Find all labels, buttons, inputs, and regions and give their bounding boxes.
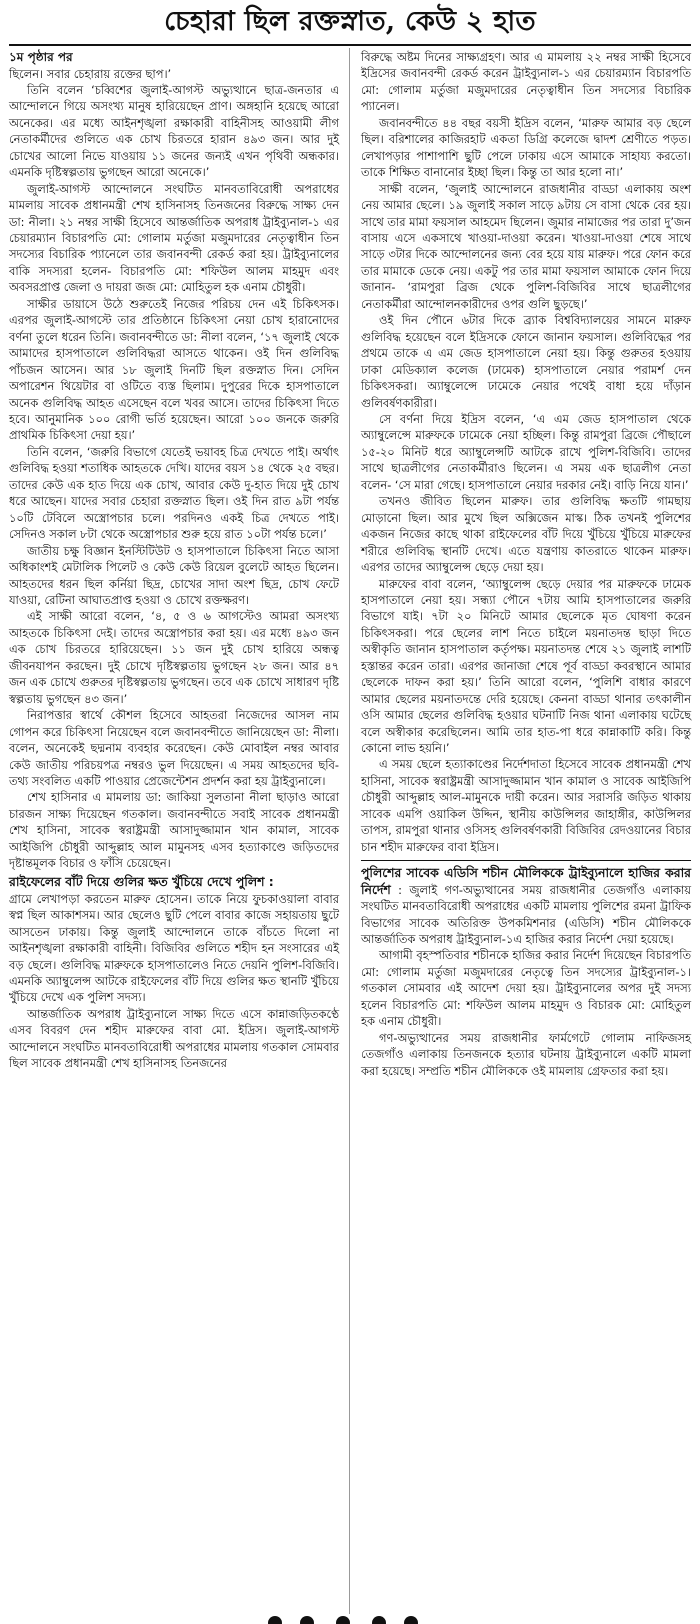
glyph-fragment (268, 1616, 282, 1624)
paragraph: সে বর্ণনা দিয়ে ইদ্রিস বলেন, ‘এ এম জেড হাসপাতাল থেকে অ্যাম্বুলেন্সে মারুফকে ঢামেকে নেয়া হচ্ছিল। কিন্তু রামপুরা ব্রিজে পৌছালে ১৫-২০ মিনিট ধরে অ্যাম্বুলেন্সটি আটকে রাখে পুলিশ-বিজিবি। তাদের সাথে ছাত্রলীগের নেতাকর্মীরাও ছিলেন। এ সময় এক ছাত্রলীগ নেতা বলেন- ‘সে মারা গেছে। হাসপাতালে নেয়ার দরকার নেই। বাড়ি নিয়ে যান।’ (361, 411, 691, 492)
paragraph: ওই দিন পৌনে ৬টার দিকে ব্র্যাক বিশ্ববিদ্যালয়ের সামনে মারুফ গুলিবিদ্ধ হয়েছেন বলে ইদ্রিসকে ফোনে জানান ফয়সাল। গুলিবিদ্ধের পর প্রথমে তাকে এ এম জেড হাসপাতালে নেয়া হয়। কিন্তু গুরুতর হওয়ায় ঢাকা মেডিক্যাল কলেজ (ঢামেক) হাসপাতালে নেয়ার পরামর্শ দেন চিকিৎসকরা। অ্যাম্বুলেন্সে ঢামেকে নেয়ার পথেই বাধা হয়ে দাঁড়ান গুলিবর্ষণকারীরা। (361, 313, 691, 410)
newspaper-page (0, 2, 700, 1624)
paragraph: মারুফের বাবা বলেন, ‘অ্যাম্বুলেন্স ছেড়ে দেয়ার পর মারুফকে ঢামেক হাসপাতালে নেয়া হয়। সন্ধ্যা পৌনে ৭টায় আমি হাসপাতালের জরুরি বিভাগে যাই। ৭টা ২০ মিনিটে আমার ছেলেকে মৃত ঘোষণা করেন চিকিৎসকরা। পরে ছেলের লাশ নিতে চাইলে ময়নাতদন্ত ছাড়া দিতে অস্বীকৃতি জানান হাসপাতাল কর্তৃপক্ষ। ময়নাতদন্ত শেষে ২১ জুলাই লাশটি হস্তান্তর করেন তারা। এরপর জানাজা শেষে পূর্ব বাড্ডা কবরস্থানে আমার ছেলেকে দাফন করা হয়।’ তিনি আরো বলেন, ‘পুলিশি বাধার কারণে আমার ছেলের ময়নাতদন্তে দেরি হয়েছে। কেননা বাড্ডা থানার তৎকালীন ওসি আমার ছেলের গুলিবিদ্ধ হওয়ার ঘটনাটি নিজ থানা এলাকায় ঘটেছে বলে অস্বীকার করেছিলেন। আমি তার হাত-পা ধরে কান্নাকাটি করি। কিন্তু কোনো লাভ হয়নি।’ (361, 576, 691, 756)
glyph-fragment (404, 1616, 418, 1624)
subheading-text: রাইফেলের বাঁট দিয়ে গুলির ক্ষত খুঁচিয়ে দেখে পুলিশ (9, 873, 265, 889)
paragraph: শেখ হাসিনার এ মামলায় ডা: জাকিয়া সুলতানা নীলা ছাড়াও আরো চারজন সাক্ষ্য দিয়েছেন গতকাল। জবানবন্দীতে সবাই সাবেক প্রধানমন্ত্রী শেখ হাসিনা, সাবেক স্বরাষ্ট্রমন্ত্রী আসাদুজ্জামান খান কামাল, সাবেক আইজিপি চৌধুরী আব্দুল্লাহ আল মামুনসহ এসব হত্যাকাণ্ডে জড়িতদের দৃষ্টান্তমূলক বিচার ও ফাঁসি চেয়েছেন। (9, 790, 339, 871)
paragraph: জুলাই-আগস্ট আন্দোলনে সংঘটিত মানবতাবিরোধী অপরাধের মামলায় সাবেক প্রধানমন্ত্রী শেখ হাসিনাসহ তিনজনের বিরুদ্ধে সাক্ষ্য দেন ডা: নীলা। ২১ নম্বর সাক্ষী হিসেবে আন্তর্জাতিক অপরাধ ট্রাইব্যুনাল-১ এর চেয়ারম্যান বিচারপতি মো: গোলাম মর্তুজা মজুমদারের নেতৃত্বাধীন তিন সদস্যের বিচারিক প্যানেলে তার জবানবন্দী রেকর্ড করা হয়। ট্রাইব্যুনালের বাকি সদস্যরা হলেন- বিচারপতি মো: শফিউল আলম মাহমুদ এবং অবসরপ্রাপ্ত জেলা ও দায়রা জজ মো: মোহিতুল হক এনাম চৌধুরী। (9, 181, 339, 295)
paragraph: এই সাক্ষী আরো বলেন, ‘৪, ৫ ও ৬ আগস্টেও আমরা অসংখ্য আহতকে চিকিৎসা দেই। তাদের অস্ত্রোপচার করা হয়। এর মধ্যে ৪৯৩ জন এক চোখ চিরতরে হারিয়েছেন। ১১ জন দুই চোখ হারিয়ে অন্ধত্ব জীবনযাপন করছেন। দুই চোখে দৃষ্টিস্বল্পতায় ভুগছেন ২৮ জন। আর ৪৭ জন এক চোখে গুরুতর দৃষ্টিস্বল্পতায় ভুগছেন। তবে এক চোখে সাধারণ দৃষ্টি স্বল্পতায় ভুগছেন ৪৩ জন।’ (9, 609, 339, 706)
subheading-paragraph (361, 865, 691, 947)
subheading-body: : জুলাই গণ-অভ্যুত্থানের সময় রাজধানীর তেজগাঁও এলাকায় সংঘটিত মানবতাবিরোধী অপরাধের একটি মামলায় পুলিশের রমনা ট্রাফিক বিভাগের সাবেক অতিরিক্ত উপকমিশনার (এডিসি) শচীন মৌলিককে আন্তর্জাতিক অপরাধ ট্রাইব্যুনাল-১এ হাজির করার নির্দেশ দেয়া হয়েছে। (361, 882, 691, 947)
paragraph: এ সময় ছেলে হত্যাকাণ্ডের নির্দেশদাতা হিসেবে সাবেক প্রধানমন্ত্রী শেখ হাসিনা, সাবেক স্বরাষ্ট্রমন্ত্রী আসাদুজ্জামান খান কামাল ও সাবেক আইজিপি চৌধুরী আব্দুল্লাহ আল-মামুনকে দায়ী করেন। আর সরাসরি জড়িত থাকায় সাবেক এমপি ওয়াকিল উদ্দিন, স্থানীয় কাউন্সিলর জাহাঙ্গীর, কাউন্সিলর তাপস, রামপুরা থানার ওসিসহ গুলিবর্ষণকারী বিজিবির রেদওয়ানের বিচার চান শহীদ মারুফের বাবা ইদ্রিস। (361, 757, 691, 854)
paragraph: আন্তর্জাতিক অপরাধ ট্রাইব্যুনালে সাক্ষ্য দিতে এসে কান্নাজড়িতকণ্ঠে এসব বিবরণ দেন শহীদ মারুফের বাবা মো. ইদ্রিস। জুলাই-আগস্ট আন্দোলনে সংঘটিত মানবতাবিরোধী অপরাধের মামলায় গতকাল সোমবার ছিল সাবেক প্রধানমন্ত্রী শেখ হাসিনাসহ তিনজনের (9, 1006, 339, 1071)
paragraph: তিনি বলেন ‘চব্বিশের জুলাই-আগস্ট অভ্যুত্থানে ছাত্র-জনতার এ আন্দোলনে গিয়ে অসংখ্য মানুষ হারিয়েছেন প্রাণ। অঙ্গহানি হয়েছে আরো অনেকের। এর মধ্যে আইনশৃঙ্খলা রক্ষাকারী বাহিনীসহ আওয়ামী লীগ নেতাকর্মীদের গুলিতে এক চোখ চিরতরে হারান ৪৯৩ জন। আর দুই চোখের আলো নিভে যাওয়ায় ১১ জনের জন্যই এখন পৃথিবী অন্ধকার। এমনকি দৃষ্টিস্বল্পতায় ভুগছেন আরো অনেকে।’ (9, 82, 339, 180)
paragraph: তিনি বলেন, ‘জরুরি বিভাগে যেতেই ভয়াবহ চিত্র দেখতে পাই। অর্থাৎ গুলিবিদ্ধ হওয়া শতাধিক আহতকে দেখি। যাদের বয়স ১৪ থেকে ২৫ বছর। তাদের কেউ এক হাত দিয়ে এক চোখ, আবার কেউ দু-হাত দিয়ে দুই চোখ ধরে আছেন। যাদের সবার চেহারা রক্তস্নাত ছিল। ওই দিন রাত ৯টা পর্যন্ত ১০টি টেবিলে অস্ত্রোপচার চলে। পরদিনও একই চিত্র দেখতে পাই। সেদিনও সকাল ৮টা থেকে অস্ত্রোপচার শুরু হয়ে রাত ১০টা পর্যন্ত চলে।’ (9, 444, 339, 542)
continuation-kicker: ১ম পৃষ্ঠার পর (9, 50, 73, 64)
next-headline-fragment (0, 1614, 700, 1624)
paragraph: তখনও জীবিত ছিলেন মারুফ। তার গুলিবিদ্ধ ক্ষতটি গামছায় মোড়ানো ছিল। আর মুখে ছিল অক্সিজেন মাস্ক। ঠিক তখনই পুলিশের একজন নিজের কাছে থাকা রাইফেলের বাঁট দিয়ে খুঁচিয়ে খুঁচিয়ে মারুফের শরীরে গুলিবিদ্ধ স্থানটি দেখে। এতে যন্ত্রণায় কাতরাতে থাকেন মারুফ। এরপর তাদের অ্যাম্বুলেন্স ছেড়ে দেয়া হয়। (361, 494, 691, 575)
column-divider (349, 48, 350, 1614)
paragraph: আগামী বৃহস্পতিবার শচীনকে হাজির করার নির্দেশ দিয়েছেন বিচারপতি মো: গোলাম মর্তুজা মজুমদারের নেতৃত্বে তিন সদস্যের ট্রাইব্যুনাল-১। গতকাল সোমবার এই আদেশ দেয়া হয়। ট্রাইব্যুনালের অপর দুই সদস্য হলেন বিচারপতি মো: শফিউল আলম মাহমুদ ও বিচারক মো: মোহিতুল হক এনাম চৌধুরী। (361, 948, 691, 1029)
paragraph: সাক্ষীর ডায়াসে উঠে শুরুতেই নিজের পরিচয় দেন এই চিকিৎসক। এরপর জুলাই-আগস্টে তার প্রতিষ্ঠানে চিকিৎসা নেয়া চোখ হারানোদের বর্ণনা তুলে ধরেন তিনি। জবানবন্দীতে ডা: নীলা বলেন, ‘১৭ জুলাই থেকে আমাদের হাসপাতালে গুলিবিদ্ধরা আসতে থাকেন। ওই দিন গুলিবিদ্ধ পাঁচজন আসেন। আর ১৮ জুলাই দিনটি ছিল রক্তস্নাত দিন। সেদিন অপারেশন থিয়েটার বা ওটিতে ব্যস্ত ছিলাম। দুপুরের দিকে হাসপাতালে অনেক গুলিবিদ্ধ আহত এসেছেন বলে খবর আসে। তাদের চিকিৎসা দিতে হবে। আনুমানিক ১০০ রোগী ভর্তি হয়েছেন। আরো ১০০ জনকে জরুরি প্রাথমিক চিকিৎসা দেয়া হয়।’ (9, 296, 339, 443)
paragraph: নিরাপত্তার স্বার্থে কৌশল হিসেবে আহতরা নিজেদের আসল নাম গোপন করে চিকিৎসা নিয়েছেন বলে জবানবন্দীতে জানিয়েছেন ডা: নীলা। বলেন, অনেকেই ছদ্মনাম ব্যবহার করেছেন। কেউ মোবাইল নম্বর আবার কেউ জাতীয় পরিচয়পত্র নম্বরও ভুল দিয়েছেন। এ সময় আহতদের ছবি-তথ্য সংবলিত একটি পাওয়ার প্রেজেন্টেশন প্রদর্শন করা হয় ট্রাইব্যুনালে। (9, 708, 339, 788)
paragraph: ছিলেন। সবার চেহারায় রক্তের ছাপ।’ (9, 66, 172, 81)
right-column (361, 49, 691, 1079)
article-columns (9, 49, 691, 1079)
glyph-fragment (300, 1616, 314, 1624)
headline: চেহারা ছিল রক্তস্নাত, কেউ ২ হাত (164, 6, 536, 37)
subheading-block (361, 860, 691, 947)
headline-rule (9, 44, 691, 46)
glyph-fragment (372, 1616, 386, 1624)
subheading (9, 873, 339, 891)
subheading-lead: : (268, 873, 274, 889)
paragraph: বিরুদ্ধে অষ্টম দিনের সাক্ষ্যগ্রহণ। আর এ মামলায় ২২ নম্বর সাক্ষী হিসেবে ইদ্রিসের জবানবন্দী রেকর্ড করেন ট্রাইব্যুনাল-১ এর চেয়ারম্যান বিচারপতি মো: গোলাম মর্তুজা মজুমদারের নেতৃত্বাধীন তিন সদস্যের বিচারিক প্যানেল। (361, 50, 691, 114)
paragraph: গণ-অভ্যুত্থানের সময় রাজধানীর ফার্মগেটে গোলাম নাফিজসহ তেজগাঁও এলাকায় তিনজনকে হত্যার ঘটনায় ট্রাইব্যুনালে একটি মামলা করা হয়েছে। সম্প্রতি শচীন মৌলিককে ওই মামলায় গ্রেফতার করা হয়। (361, 1030, 691, 1078)
paragraph: জবানবন্দীতে ৪৪ বছর বয়সী ইদ্রিস বলেন, ‘মারুফ আমার বড় ছেলে ছিল। বরিশালের কাজিরহাট একতা ডিগ্রি কলেজে দ্বাদশ শ্রেণীতে পড়ত। লেখাপড়ার পাশাপাশি ছুটি পেলে ঢাকায় এসে আমাকে সাহায্য করতো। তাকে শিক্ষিত বানানোর ইচ্ছা ছিল। কিন্তু তা আর হলো না।’ (361, 115, 691, 180)
paragraph: জাতীয় চক্ষু বিজ্ঞান ইনস্টিটিউট ও হাসপাতালে চিকিৎসা নিতে আসা অধিকাংশই মেটালিক পিলেট ও কেউ কেউ রিয়েল বুলেটে আহত ছিলেন। আহতদের ধরন ছিল কর্নিয়া ছিদ্র, চোখের সাদা অংশ ছিদ্র, চোখ ফেটে যাওয়া, রেটিনা আঘাতপ্রাপ্ত হওয়া ও চোখে রক্তক্ষরণ। (9, 543, 339, 607)
glyph-fragment (336, 1616, 350, 1624)
paragraph: সাক্ষী বলেন, ‘জুলাই আন্দোলনে রাজধানীর বাড্ডা এলাকায় অংশ নেয় আমার ছেলে। ১৯ জুলাই সকাল সাড়ে ৯টায় সে বাসা থেকে বের হয়। সাথে তার মামা ফয়সাল আহমেদ ছিলেন। জুমার নামাজের পর তারা দু’জন বাসায় এসে একসাথে খাওয়া-দাওয়া করেন। খাওয়া-দাওয়া শেষে সাথে সাড়ে ৩টার দিকে আন্দোলনের জন্য বের হয়ে যায় মারুফ। পরে ফোন করে তার মামাকে ডেকে নেয়। একটু পর তার মামা ফয়সাল আমাকে ফোন দিয়ে জানান- ‘রামপুরা ব্রিজ থেকে পুলিশ-বিজিবির সাথে ছাত্রলীগের নেতাকর্মীরা আন্দোলনকারীদের ওপর গুলি ছুড়ছে।’ (361, 181, 691, 311)
subheading-text: পুলিশের সাবেক এডিসি শচীন মৌলিককে ট্রাইব্যুনালে হাজির করার নির্দেশ (361, 865, 691, 897)
left-column (9, 49, 339, 1079)
paragraph: গ্রামে লেখাপড়া করতেন মারুফ হোসেন। তাকে নিয়ে ফুচকাওয়ালা বাবার স্বপ্ন ছিল আকাশসম। আর ছেলেও ছুটি পেলে বাবার কাজে সহায়তায় ছুটে আসতেন ঢাকায়। কিন্তু জুলাই আন্দোলনে তাকে বাঁচতে দিলো না আইনশৃঙ্খলা রক্ষাকারী বাহিনী। বিজিবির গুলিতে শহীদ হন সংসারের এই বড় ছেলে। গুলিবিদ্ধ মারুফকে হাসপাতালেও নিতে দেয়নি পুলিশ-বিজিবি। এমনকি অ্যাম্বুলেন্স আটকে রাইফেলের বাঁট দিয়ে গুলির ক্ষত স্থানটি খুঁচিয়ে খুঁচিয়ে দেখে এক পুলিশ সদস্য। (9, 891, 339, 1005)
